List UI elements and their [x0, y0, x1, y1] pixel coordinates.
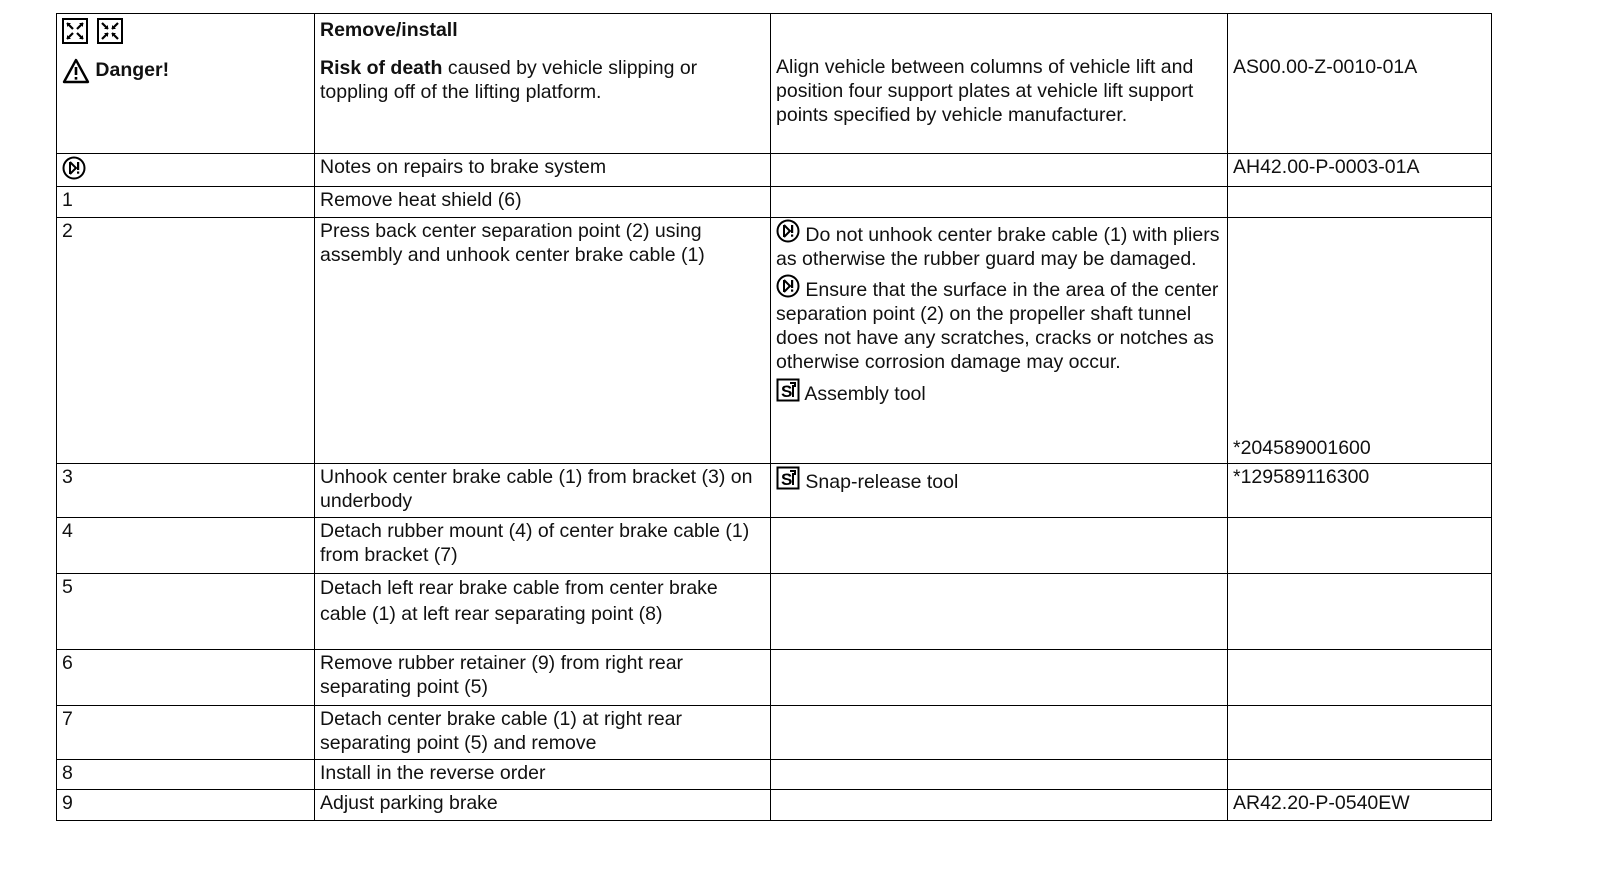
- step-text: Remove rubber retainer (9) from right rear separating point (5): [315, 650, 771, 706]
- tool-item: [776, 378, 1222, 406]
- note-item: [776, 219, 1222, 271]
- note-text: Ensure that the surface in the area of the center separation point (2) on the propeller shaft tunnel does not have any scratches, cracks or notches as otherwise corrosion damage may occur.: [776, 279, 1219, 373]
- danger-label: Danger!: [95, 59, 170, 82]
- step-notes: [771, 464, 1228, 518]
- table-row: [57, 574, 1492, 650]
- step-notes: [771, 790, 1228, 821]
- step-number: 3: [57, 464, 315, 518]
- danger-heading: [62, 58, 309, 84]
- step-number: 2: [57, 218, 315, 464]
- special-tool-icon: [776, 378, 800, 402]
- step-number: 5: [57, 574, 315, 650]
- tool-ref-link[interactable]: *204589001600: [1233, 437, 1371, 459]
- warning-triangle-icon: [62, 58, 90, 84]
- notes-icon-cell: [57, 154, 315, 187]
- special-tool-icon: [776, 466, 800, 490]
- step-ref: [1228, 790, 1492, 821]
- table-row: [57, 464, 1492, 518]
- svg-text:S: S: [781, 382, 793, 401]
- step-ref: [1228, 650, 1492, 706]
- step-text: Install in the reverse order: [315, 760, 771, 790]
- note-icon: [62, 156, 86, 180]
- tool-item: [776, 466, 1222, 494]
- table-row: [57, 760, 1492, 790]
- step-number: 1: [57, 187, 315, 218]
- step-number: 8: [57, 760, 315, 790]
- step-number: 6: [57, 650, 315, 706]
- notes-text-cell: [315, 154, 771, 187]
- table-row: [57, 706, 1492, 760]
- install-icon: [97, 18, 123, 44]
- tool-name: Assembly tool: [804, 383, 926, 405]
- step-ref-link[interactable]: AR42.20-P-0540EW: [1233, 792, 1410, 814]
- header-title-cell: [315, 14, 771, 154]
- step-ref: [1228, 218, 1492, 464]
- remove-icon: [62, 18, 88, 44]
- step-ref: [1228, 760, 1492, 790]
- note-text: Do not unhook center brake cable (1) with pliers as otherwise the rubber guard may be damaged.: [776, 224, 1220, 270]
- step-text: Unhook center brake cable (1) from bracket (3) on underbody: [315, 464, 771, 518]
- svg-text:S: S: [781, 470, 793, 489]
- notes-empty-cell: [771, 154, 1228, 187]
- step-text: Detach center brake cable (1) at right rear separating point (5) and remove: [315, 706, 771, 760]
- danger-text: caused by vehicle slipping or toppling off of the lifting platform.: [320, 57, 698, 103]
- step-text: Detach left rear brake cable from center brake cable (1) at left rear separating point (8): [315, 574, 771, 650]
- step-notes: [771, 218, 1228, 464]
- notes-text: Notes on repairs to brake system: [320, 156, 607, 178]
- step-notes: [771, 518, 1228, 574]
- step-text: Press back center separation point (2) using assembly and unhook center brake cable (1): [315, 218, 771, 464]
- step-number: 7: [57, 706, 315, 760]
- step-ref: [1228, 706, 1492, 760]
- table-row: [57, 650, 1492, 706]
- step-text: Adjust parking brake: [315, 790, 771, 821]
- note-item: [776, 274, 1222, 374]
- step-ref: [1228, 574, 1492, 650]
- danger-bold-text: Risk of death: [320, 57, 443, 79]
- danger-instruction-cell: [771, 14, 1228, 154]
- procedure-table: [56, 13, 1492, 821]
- note-icon: [776, 219, 800, 243]
- step-notes: [771, 706, 1228, 760]
- danger-ref-link[interactable]: AS00.00-Z-0010-01A: [1233, 56, 1418, 78]
- notes-ref-link[interactable]: AH42.00-P-0003-01A: [1233, 156, 1420, 178]
- note-icon: [776, 274, 800, 298]
- notes-row: [57, 154, 1492, 187]
- tool-name: Snap-release tool: [805, 471, 959, 493]
- table-row: [57, 187, 1492, 218]
- step-number: 9: [57, 790, 315, 821]
- danger-description: [320, 56, 765, 104]
- step-ref: [1228, 187, 1492, 218]
- header-row: [57, 14, 1492, 154]
- table-row: [57, 218, 1492, 464]
- step-notes: [771, 187, 1228, 218]
- table-row: [57, 790, 1492, 821]
- table-row: [57, 518, 1492, 574]
- notes-ref-cell: [1228, 154, 1492, 187]
- step-notes: [771, 760, 1228, 790]
- section-title: Remove/install: [320, 19, 458, 41]
- danger-ref-cell: [1228, 14, 1492, 154]
- step-notes: [771, 574, 1228, 650]
- step-ref: [1228, 464, 1492, 518]
- step-text: Remove heat shield (6): [315, 187, 771, 218]
- tool-ref-link[interactable]: *129589116300: [1233, 466, 1370, 488]
- step-number: 4: [57, 518, 315, 574]
- step-text: Detach rubber mount (4) of center brake cable (1) from bracket (7): [315, 518, 771, 574]
- danger-instruction: Align vehicle between columns of vehicle lift and position four support plates at vehicle lift support points specified by vehicle manufacturer.: [776, 56, 1194, 126]
- step-ref: [1228, 518, 1492, 574]
- step-notes: [771, 650, 1228, 706]
- header-icons-cell: [57, 14, 315, 154]
